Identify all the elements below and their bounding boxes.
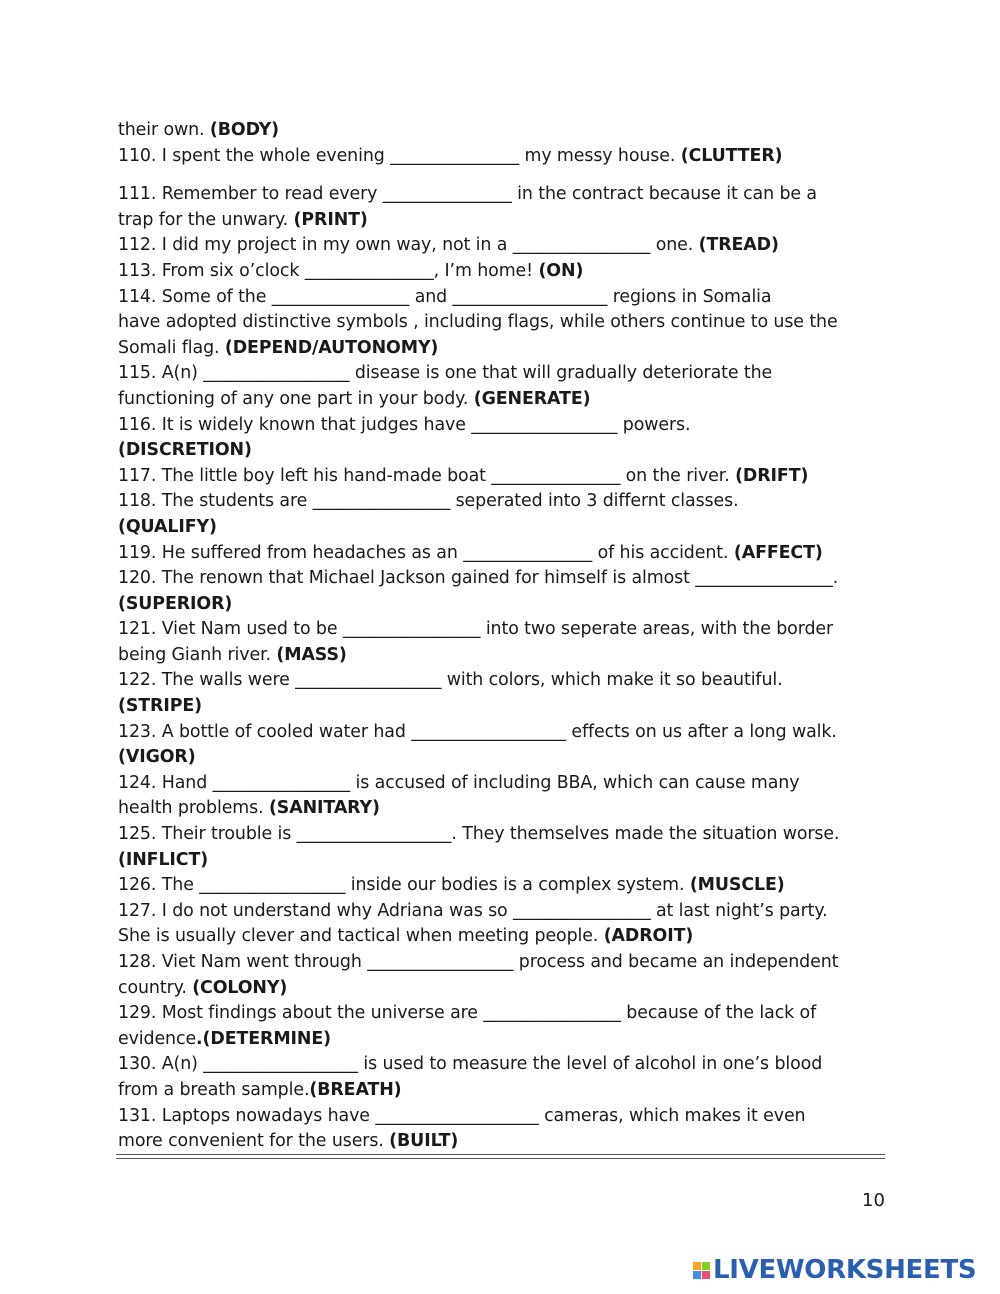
- word-hint: (DEPEND/AUTONOMY): [224, 337, 439, 358]
- line-text: have adopted distinctive symbols , including flags, while others continue to use the: [118, 312, 838, 333]
- exercise-line: [118, 387, 888, 413]
- line-text: being Gianh river.: [118, 644, 277, 665]
- exercise-line: [118, 310, 888, 336]
- exercise-line: [118, 668, 888, 694]
- exercise-line: [118, 796, 888, 822]
- line-text: 116. It is widely known that judges have _________________ powers.: [118, 414, 691, 435]
- liveworksheets-logo-icon: [693, 1262, 710, 1279]
- line-text: 112. I did my project in my own way, not in a ________________ one.: [118, 235, 699, 256]
- word-hint: (DRIFT): [735, 465, 809, 486]
- exercise-line: [118, 259, 888, 285]
- exercise-line: [118, 1078, 888, 1104]
- exercise-line: [118, 182, 888, 208]
- word-hint: (MUSCLE): [689, 875, 785, 896]
- word-hint: (DISCRETION): [118, 440, 252, 461]
- line-text: evidence: [118, 1028, 197, 1049]
- logo-text: LIVEWORKSHEETS: [713, 1255, 977, 1285]
- exercise-line: [118, 899, 888, 925]
- exercise-line: [118, 873, 888, 899]
- line-text: 129. Most findings about the universe are ________________ because of the lack of: [118, 1003, 817, 1024]
- word-hint: (VIGOR): [118, 747, 196, 768]
- exercise-line: [118, 438, 888, 464]
- word-hint: (ON): [538, 260, 584, 281]
- word-hint: (TREAD): [698, 235, 779, 256]
- exercise-line: [118, 144, 888, 170]
- exercise-line: [118, 541, 888, 567]
- word-hint: .(DETERMINE): [196, 1028, 332, 1049]
- exercise-line: [118, 617, 888, 643]
- line-text: 110. I spent the whole evening _______________ my messy house.: [118, 145, 681, 166]
- worksheet-body: [118, 118, 888, 1155]
- exercise-line: [118, 515, 888, 541]
- line-text: 126. The _________________ inside our bodies is a complex system.: [118, 875, 690, 896]
- exercise-line: [118, 720, 888, 746]
- word-hint: (GENERATE): [473, 388, 591, 409]
- exercise-line: [118, 848, 888, 874]
- exercise-line: [118, 413, 888, 439]
- exercise-line: [118, 822, 888, 848]
- line-text: health problems.: [118, 798, 269, 819]
- word-hint: (CLUTTER): [680, 145, 783, 166]
- line-text: 115. A(n) _________________ disease is one that will gradually deteriorate the: [118, 363, 773, 384]
- line-text: 111. Remember to read every _______________ in the contract because it can be a: [118, 184, 817, 205]
- exercise-line: [118, 566, 888, 592]
- line-text: 118. The students are ________________ seperated into 3 differnt classes.: [118, 491, 739, 512]
- word-hint: (MASS): [276, 644, 347, 665]
- exercise-line: [118, 208, 888, 234]
- word-hint: (INFLICT): [118, 849, 209, 870]
- exercise-line: [118, 233, 888, 259]
- word-hint: (BUILT): [389, 1131, 459, 1152]
- line-text: 128. Viet Nam went through _________________ process and became an independent: [118, 952, 839, 972]
- word-hint: (SANITARY): [268, 798, 380, 819]
- line-text: from a breath sample.: [118, 1079, 310, 1100]
- word-hint: (COLONY): [192, 977, 288, 998]
- line-text: 113. From six o’clock _______________, I’m home!: [118, 260, 539, 281]
- line-text: Somali flag.: [118, 337, 225, 358]
- word-hint: (SUPERIOR): [118, 593, 233, 614]
- exercise-line: [118, 118, 888, 144]
- line-text: 127. I do not understand why Adriana was so ________________ at last night’s party.: [118, 900, 828, 921]
- exercise-line: [118, 924, 888, 950]
- word-hint: (QUALIFY): [118, 516, 217, 537]
- exercise-line: [118, 1129, 888, 1155]
- exercise-line: [118, 643, 888, 669]
- exercise-line: [118, 489, 888, 515]
- exercise-line: [118, 950, 888, 976]
- line-text: 122. The walls were _________________ with colors, which make it so beautiful.: [118, 670, 783, 691]
- line-text: their own.: [118, 120, 210, 140]
- exercise-line: [118, 771, 888, 797]
- page-number: 10: [862, 1190, 885, 1211]
- exercise-line: [118, 976, 888, 1002]
- exercise-line: [118, 1104, 888, 1130]
- word-hint: (ADROIT): [603, 926, 694, 947]
- exercise-line: [118, 745, 888, 771]
- line-text: 124. Hand ________________ is accused of including BBA, which can cause many: [118, 772, 800, 793]
- line-text: She is usually clever and tactical when meeting people.: [118, 926, 604, 947]
- exercise-line: [118, 285, 888, 311]
- line-text: 130. A(n) __________________ is used to measure the level of alcohol in one’s blood: [118, 1054, 823, 1075]
- line-text: country.: [118, 977, 193, 998]
- line-text: 120. The renown that Michael Jackson gained for himself is almost ________________.: [118, 568, 839, 589]
- line-text: trap for the unwary.: [118, 209, 294, 230]
- word-hint: (BODY): [209, 120, 280, 140]
- exercise-line: [118, 336, 888, 362]
- line-text: 123. A bottle of cooled water had __________________ effects on us after a long walk.: [118, 721, 837, 742]
- word-hint: (AFFECT): [733, 542, 823, 563]
- line-text: 117. The little boy left his hand-made boat _______________ on the river.: [118, 465, 736, 486]
- line-text: more convenient for the users.: [118, 1131, 390, 1152]
- exercise-line: [118, 361, 888, 387]
- exercise-line: [118, 1052, 888, 1078]
- word-hint: (STRIPE): [118, 696, 202, 717]
- line-text: 119. He suffered from headaches as an _______________ of his accident.: [118, 542, 734, 563]
- line-text: 131. Laptops nowadays have ___________________ cameras, which makes it even: [118, 1105, 806, 1126]
- line-text: 114. Some of the ________________ and __________________ regions in Somalia: [118, 286, 772, 307]
- liveworksheets-logo[interactable]: [693, 1255, 976, 1285]
- line-text: functioning of any one part in your body.: [118, 388, 474, 409]
- exercise-line: [118, 592, 888, 618]
- word-hint: (BREATH): [309, 1079, 402, 1100]
- line-text: 125. Their trouble is __________________. They themselves made the situation worse.: [118, 824, 840, 845]
- line-text: 121. Viet Nam used to be ________________ into two seperate areas, with the border: [118, 619, 834, 640]
- exercise-line: [118, 694, 888, 720]
- word-hint: (PRINT): [293, 209, 368, 230]
- exercise-line: [118, 464, 888, 490]
- footer-divider: [116, 1154, 885, 1159]
- exercise-line: [118, 1027, 888, 1053]
- exercise-line: [118, 1001, 888, 1027]
